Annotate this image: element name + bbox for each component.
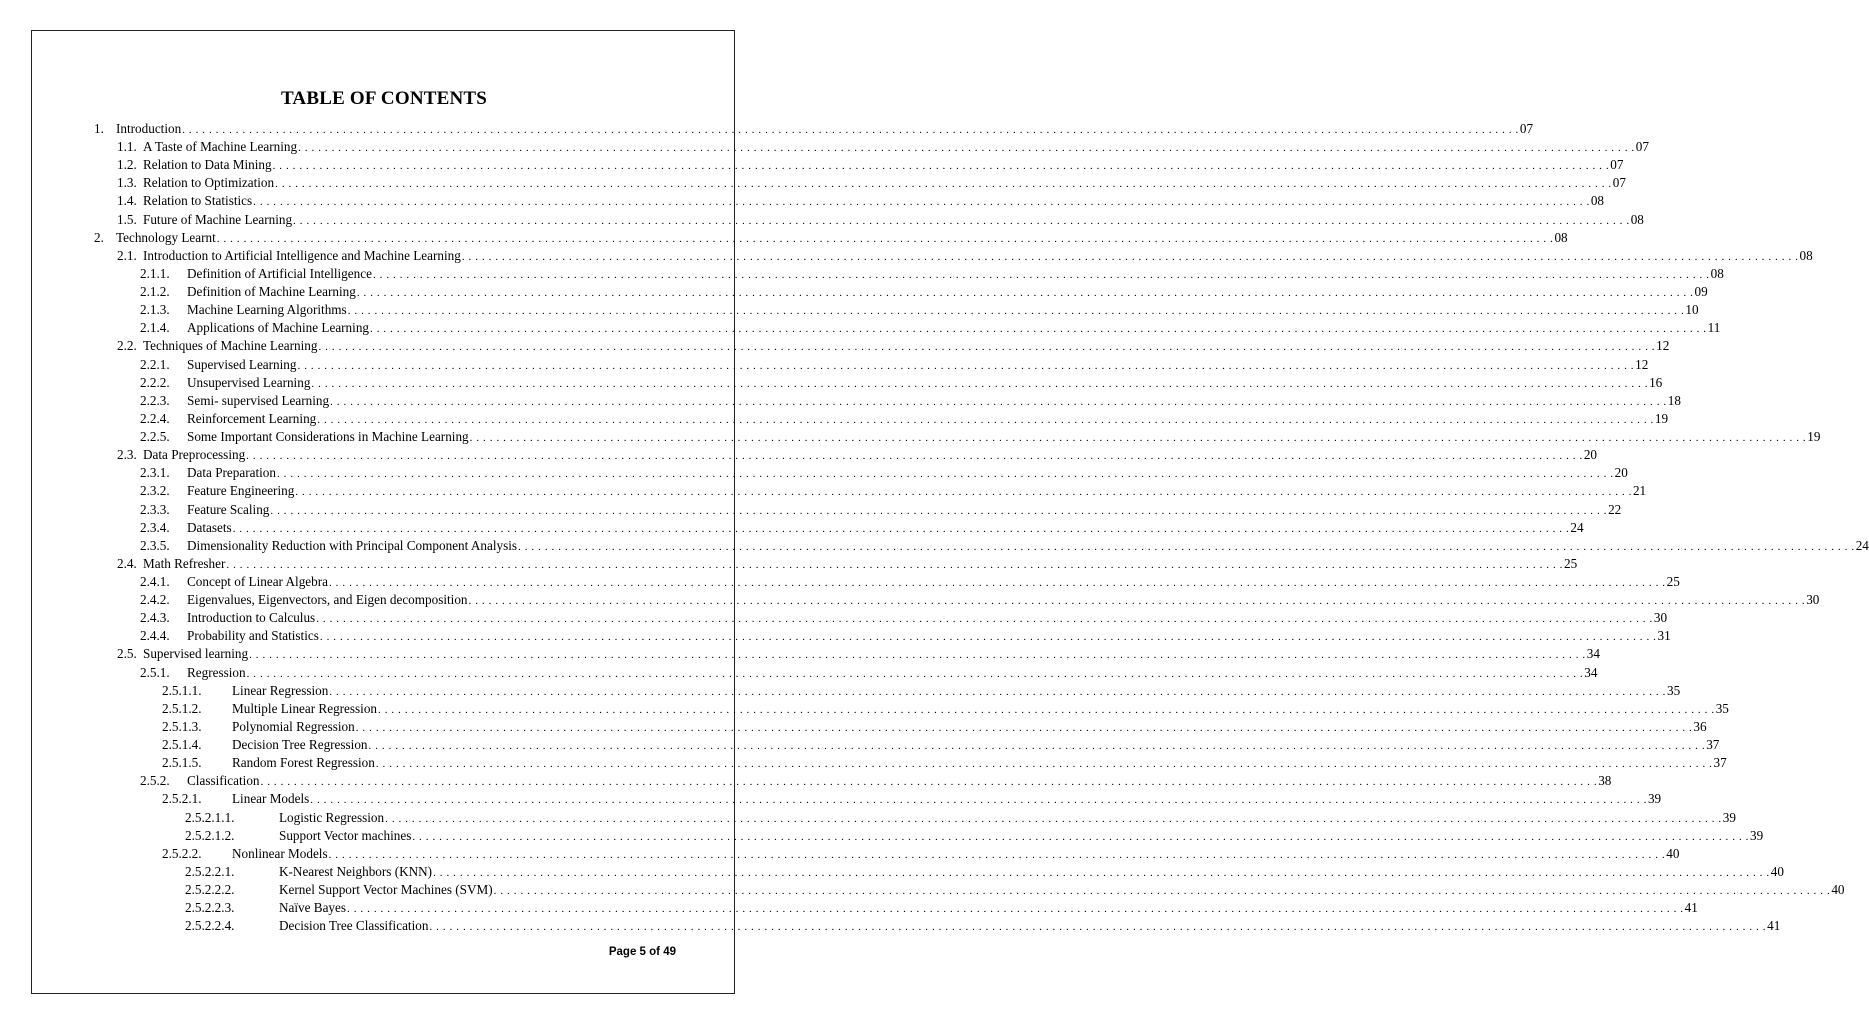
toc-dot-leader: . . . . . . . . . . . . . . . . . . . . . . . . . . . . . . . . . . . . . . . . . . . . . . . . . . . . . . . . . . . . . . . . . . . . . . . . . . . . . . . . . . . . . . . . . . . . . . . . . . . . . . . . . . . . . . . . . . . . . . . . . . . . . . . . . . . . . . . . . . . . . . . . . . . . . . . . . . . . . . . . . . . . . . . . . . . . . . . . . . . . . . . . . . . . . . . . . . . . . . . . — [318, 341, 1656, 354]
toc-entry-number: 2.5.2.2. — [162, 845, 202, 861]
toc-dot-leader: . . . . . . . . . . . . . . . . . . . . . . . . . . . . . . . . . . . . . . . . . . . . . . . . . . . . . . . . . . . . . . . . . . . . . . . . . . . . . . . . . . . . . . . . . . . . . . . . . . . . . . . . . . . . . . . . . . . . . . . . . . . . . . . . . . . . . . . . . . . . . . . . . . . . . . . . . . . . . . . . . . . . . . . . . . . . . . . . . . . . . . . . . . . . . . . . . . . . . . . . — [468, 595, 1806, 608]
toc-entry-line — [187, 482, 1647, 501]
toc-entry-page: 34 — [1586, 646, 1600, 662]
toc-entry-label: Techniques of Machine Learning — [143, 338, 318, 354]
toc-entry-label: A Taste of Machine Learning — [143, 139, 298, 155]
toc-dot-leader: . . . . . . . . . . . . . . . . . . . . . . . . . . . . . . . . . . . . . . . . . . . . . . . . . . . . . . . . . . . . . . . . . . . . . . . . . . . . . . . . . . . . . . . . . . . . . . . . . . . . . . . . . . . . . . . . . . . . . . . . . . . . . . . . . . . . . . . . . . . . . . . . . . . . . . . . . . . . . . . . . . . . . . . . . . . . . . . . . . . . . . . . . . . . . . . . . . . . . . . . — [433, 866, 1770, 879]
toc-dot-leader: . . . . . . . . . . . . . . . . . . . . . . . . . . . . . . . . . . . . . . . . . . . . . . . . . . . . . . . . . . . . . . . . . . . . . . . . . . . . . . . . . . . . . . . . . . . . . . . . . . . . . . . . . . . . . . . . . . . . . . . . . . . . . . . . . . . . . . . . . . . . . . . . . . . . . . . . . . . . . . . . . . . . . . . . . . . . . . . . . . . . . . . . . . . . . . . . . . . . . . . . — [311, 377, 1649, 390]
toc-entry-label: Regression — [187, 664, 246, 680]
toc-entry-number: 2.2.3. — [140, 392, 170, 408]
toc-entry-line — [187, 374, 1663, 393]
toc-entry — [0, 772, 1612, 790]
toc-entry-page: 25 — [1666, 574, 1680, 589]
toc-entry-page: 40 — [1666, 845, 1680, 861]
toc-entry — [0, 809, 1736, 827]
toc-entry — [0, 192, 1605, 210]
toc-entry-line — [232, 718, 1707, 737]
toc-entry — [0, 283, 1708, 301]
toc-entry-line — [143, 247, 1813, 266]
toc-entry-number: 2.5.1. — [140, 664, 170, 680]
toc-dot-leader: . . . . . . . . . . . . . . . . . . . . . . . . . . . . . . . . . . . . . . . . . . . . . . . . . . . . . . . . . . . . . . . . . . . . . . . . . . . . . . . . . . . . . . . . . . . . . . . . . . . . . . . . . . . . . . . . . . . . . . . . . . . . . . . . . . . . . . . . . . . . . . . . . . . . . . . . . . . . . . . . . . . . . . . . . . . . . . . . . . . . . . . . . . . . . . . . . . . . . . . . — [461, 250, 1799, 263]
toc-entry-label: Applications of Machine Learning — [187, 320, 370, 336]
toc-entry — [0, 555, 1578, 573]
toc-entry-page: 07 — [1519, 121, 1534, 136]
toc-entry-page: 20 — [1614, 465, 1628, 481]
toc-entry-number: 2.1.2. — [140, 284, 170, 300]
toc-entry-line — [187, 591, 1820, 610]
toc-entry — [0, 736, 1720, 754]
toc-entry-number: 2.5.1.2. — [162, 700, 202, 716]
toc-entry-label: Technology Learnt — [116, 229, 216, 245]
toc-entry-page: 08 — [1630, 211, 1644, 227]
toc-entry — [0, 501, 1622, 519]
toc-entry — [0, 482, 1647, 500]
toc-entry-line — [187, 319, 1721, 338]
toc-entry-label: Classification — [187, 773, 260, 789]
toc-dot-leader: . . . . . . . . . . . . . . . . . . . . . . . . . . . . . . . . . . . . . . . . . . . . . . . . . . . . . . . . . . . . . . . . . . . . . . . . . . . . . . . . . . . . . . . . . . . . . . . . . . . . . . . . . . . . . . . . . . . . . . . . . . . . . . . . . . . . . . . . . . . . . . . . . . . . . . . . . . . . . . . . . . . . . . . . . . . . . . . . . . . . . . . . . . . . . . . . . . . . . . . . — [182, 124, 1519, 136]
toc-entry-number: 2.5.2.2.2. — [185, 882, 235, 898]
toc-entry-page: 35 — [1666, 682, 1681, 698]
toc-entry-label: Linear Regression — [232, 682, 329, 698]
toc-entry-page: 30 — [1653, 610, 1668, 626]
toc-entry-number: 2.5.2.1.2. — [185, 827, 235, 843]
toc-entry-label: Kernel Support Vector Machines (SVM) — [279, 882, 493, 898]
toc-entry-page: 07 — [1610, 157, 1624, 173]
toc-entry — [0, 700, 1729, 718]
toc-entry-page: 35 — [1715, 700, 1729, 716]
toc-entry-label: Introduction — [116, 121, 182, 136]
toc-dot-leader: . . . . . . . . . . . . . . . . . . . . . . . . . . . . . . . . . . . . . . . . . . . . . . . . . . . . . . . . . . . . . . . . . . . . . . . . . . . . . . . . . . . . . . . . . . . . . . . . . . . . . . . . . . . . . . . . . . . . . . . . . . . . . . . . . . . . . . . . . . . . . . . . . . . . . . . . . . . . . . . . . . . . . . . . . . . . . . . . . . . . . . . . . . . . . . . . . . . . . . . . — [412, 830, 1749, 843]
toc-entry-line — [143, 138, 1649, 157]
toc-entry — [0, 120, 1534, 138]
toc-entry-label: Dimensionality Reduction with Principal Component Analysis — [187, 537, 518, 553]
toc-entry-line — [232, 682, 1681, 701]
toc-entry-label: Supervised learning — [143, 646, 249, 662]
toc-entry — [0, 537, 1869, 555]
toc-dot-leader: . . . . . . . . . . . . . . . . . . . . . . . . . . . . . . . . . . . . . . . . . . . . . . . . . . . . . . . . . . . . . . . . . . . . . . . . . . . . . . . . . . . . . . . . . . . . . . . . . . . . . . . . . . . . . . . . . . . . . . . . . . . . . . . . . . . . . . . . . . . . . . . . . . . . . . . . . . . . . . . . . . . . . . . . . . . . . . . . . . . . . . . . . . . . . . . . . . . . . . . . — [246, 450, 1583, 463]
toc-entry-page: 25 — [1564, 555, 1578, 571]
toc-entry-label: Some Important Considerations in Machine Learning — [187, 429, 469, 445]
toc-entry — [0, 591, 1820, 609]
toc-entry-label: Datasets — [187, 519, 232, 535]
toc-entry-page: 36 — [1693, 718, 1707, 734]
toc-entry-page: 21 — [1632, 483, 1647, 499]
toc-entry-line — [187, 410, 1669, 429]
toc-entry — [0, 446, 1598, 464]
toc-entry-label: Reinforcement Learning — [187, 410, 317, 426]
toc-entry-page: 07 — [1612, 175, 1626, 191]
toc-entry-page: 22 — [1608, 501, 1622, 517]
toc-entry-number: 2.2.5. — [140, 429, 170, 445]
toc-entry-page: 08 — [1710, 265, 1724, 281]
toc-entry-label: Definition of Artificial Intelligence — [187, 265, 372, 281]
footer-separator: of — [645, 946, 664, 958]
toc-dot-leader: . . . . . . . . . . . . . . . . . . . . . . . . . . . . . . . . . . . . . . . . . . . . . . . . . . . . . . . . . . . . . . . . . . . . . . . . . . . . . . . . . . . . . . . . . . . . . . . . . . . . . . . . . . . . . . . . . . . . . . . . . . . . . . . . . . . . . . . . . . . . . . . . . . . . . . . . . . . . . . . . . . . . . . . . . . . . . . . . . . . . . . . . . . . . . . . . . . . . . . . . — [316, 613, 1653, 626]
toc-dot-leader: . . . . . . . . . . . . . . . . . . . . . . . . . . . . . . . . . . . . . . . . . . . . . . . . . . . . . . . . . . . . . . . . . . . . . . . . . . . . . . . . . . . . . . . . . . . . . . . . . . . . . . . . . . . . . . . . . . . . . . . . . . . . . . . . . . . . . . . . . . . . . . . . . . . . . . . . . . . . . . . . . . . . . . . . . . . . . . . . . . . . . . . . . . . . . . . . . . . . . . . . — [328, 577, 1666, 589]
toc-entry-page: 24 — [1855, 537, 1869, 553]
toc-entry — [0, 428, 1821, 446]
toc-entry-label: Semi- supervised Learning — [187, 392, 330, 408]
toc-entry — [0, 827, 1764, 845]
toc-entry-page: 10 — [1685, 302, 1699, 318]
toc-dot-leader: . . . . . . . . . . . . . . . . . . . . . . . . . . . . . . . . . . . . . . . . . . . . . . . . . . . . . . . . . . . . . . . . . . . . . . . . . . . . . . . . . . . . . . . . . . . . . . . . . . . . . . . . . . . . . . . . . . . . . . . . . . . . . . . . . . . . . . . . . . . . . . . . . . . . . . . . . . . . . . . . . . . . . . . . . . . . . . . . . . . . . . . . . . . . . . . . . . . . . . . . — [429, 921, 1767, 934]
toc-dot-leader: . . . . . . . . . . . . . . . . . . . . . . . . . . . . . . . . . . . . . . . . . . . . . . . . . . . . . . . . . . . . . . . . . . . . . . . . . . . . . . . . . . . . . . . . . . . . . . . . . . . . . . . . . . . . . . . . . . . . . . . . . . . . . . . . . . . . . . . . . . . . . . . . . . . . . . . . . . . . . . . . . . . . . . . . . . . . . . . . . . . . . . . . . . . . . . . . . . . . . . . . — [347, 903, 1684, 916]
toc-entry-line — [232, 754, 1727, 773]
toc-entry-line — [143, 192, 1605, 211]
toc-dot-leader: . . . . . . . . . . . . . . . . . . . . . . . . . . . . . . . . . . . . . . . . . . . . . . . . . . . . . . . . . . . . . . . . . . . . . . . . . . . . . . . . . . . . . . . . . . . . . . . . . . . . . . . . . . . . . . . . . . . . . . . . . . . . . . . . . . . . . . . . . . . . . . . . . . . . . . . . . . . . . . . . . . . . . . . . . . . . . . . . . . . . . . . . . . . . . . . . . . . . . . . . — [232, 522, 1570, 535]
toc-entry-page: 12 — [1656, 338, 1670, 354]
toc-entry-label: Introduction to Artificial Intelligence and Machine Learning — [143, 247, 461, 263]
toc-entry-number: 2.5.1.1. — [162, 682, 202, 698]
toc-entry-page: 37 — [1706, 737, 1720, 753]
toc-entry-label: Concept of Linear Algebra — [187, 574, 328, 589]
toc-dot-leader: . . . . . . . . . . . . . . . . . . . . . . . . . . . . . . . . . . . . . . . . . . . . . . . . . . . . . . . . . . . . . . . . . . . . . . . . . . . . . . . . . . . . . . . . . . . . . . . . . . . . . . . . . . . . . . . . . . . . . . . . . . . . . . . . . . . . . . . . . . . . . . . . . . . . . . . . . . . . . . . . . . . . . . . . . . . . . . . . . . . . . . . . . . . . . . . . . . . . . . . . — [330, 395, 1667, 408]
toc-entry-page: 39 — [1647, 791, 1662, 807]
toc-entry-page: 31 — [1657, 628, 1671, 644]
toc-entry-page: 39 — [1722, 809, 1736, 825]
toc-entry-number: 2.3.2. — [140, 483, 170, 499]
toc-entry — [0, 211, 1644, 229]
toc-entry-number: 2.2. — [117, 338, 137, 354]
toc-entry-line — [279, 809, 1736, 828]
toc-entry-label: Decision Tree Regression — [232, 737, 368, 753]
toc-entry-line — [143, 174, 1626, 193]
toc-entry — [0, 573, 1680, 591]
toc-dot-leader: . . . . . . . . . . . . . . . . . . . . . . . . . . . . . . . . . . . . . . . . . . . . . . . . . . . . . . . . . . . . . . . . . . . . . . . . . . . . . . . . . . . . . . . . . . . . . . . . . . . . . . . . . . . . . . . . . . . . . . . . . . . . . . . . . . . . . . . . . . . . . . . . . . . . . . . . . . . . . . . . . . . . . . . . . . . . . . . . . . . . . . . . . . . . . . . . . . . . . . . . — [469, 432, 1807, 445]
toc-entry-label: Feature Engineering — [187, 483, 295, 499]
footer-prefix: Page — [608, 946, 640, 958]
toc-entry-line — [187, 609, 1668, 628]
toc-entry-line — [187, 501, 1622, 520]
toc-dot-leader: . . . . . . . . . . . . . . . . . . . . . . . . . . . . . . . . . . . . . . . . . . . . . . . . . . . . . . . . . . . . . . . . . . . . . . . . . . . . . . . . . . . . . . . . . . . . . . . . . . . . . . . . . . . . . . . . . . . . . . . . . . . . . . . . . . . . . . . . . . . . . . . . . . . . . . . . . . . . . . . . . . . . . . . . . . . . . . . . . . . . . . . . . . . . . . . . . . . . . . . . — [297, 359, 1635, 372]
toc-entry — [0, 174, 1626, 192]
toc-entry-page: 34 — [1584, 664, 1598, 680]
toc-entry-line — [143, 645, 1600, 664]
toc-dot-leader: . . . . . . . . . . . . . . . . . . . . . . . . . . . . . . . . . . . . . . . . . . . . . . . . . . . . . . . . . . . . . . . . . . . . . . . . . . . . . . . . . . . . . . . . . . . . . . . . . . . . . . . . . . . . . . . . . . . . . . . . . . . . . . . . . . . . . . . . . . . . . . . . . . . . . . . . . . . . . . . . . . . . . . . . . . . . . . . . . . . . . . . . . . . . . . . . . . . . . . . . — [319, 631, 1657, 644]
toc-entry — [0, 229, 1568, 247]
toc-entry-number: 2.1.4. — [140, 320, 170, 336]
toc-entry-line — [187, 627, 1671, 646]
toc-entry-line — [232, 845, 1680, 864]
toc-entry-number: 2.5.1.3. — [162, 718, 202, 734]
toc-entry-page: 12 — [1635, 356, 1649, 372]
toc-entry-number: 2.4. — [117, 555, 137, 571]
toc-entry — [0, 319, 1721, 337]
toc-entry — [0, 301, 1699, 319]
toc-entry-number: 2.1.3. — [140, 302, 170, 318]
toc-entry-number: 2.5.2.2.1. — [185, 863, 235, 879]
toc-entry-label: Random Forest Regression — [232, 755, 375, 771]
toc-entry — [0, 374, 1663, 392]
toc-entry-label: Introduction to Calculus — [187, 610, 316, 626]
toc-dot-leader: . . . . . . . . . . . . . . . . . . . . . . . . . . . . . . . . . . . . . . . . . . . . . . . . . . . . . . . . . . . . . . . . . . . . . . . . . . . . . . . . . . . . . . . . . . . . . . . . . . . . . . . . . . . . . . . . . . . . . . . . . . . . . . . . . . . . . . . . . . . . . . . . . . . . . . . . . . . . . . . . . . . . . . . . . . . . . . . . . . . . . . . . . . . . . . . . . . . . . . . . — [253, 196, 1590, 209]
toc-entry-page: 40 — [1831, 882, 1845, 898]
toc-dot-leader: . . . . . . . . . . . . . . . . . . . . . . . . . . . . . . . . . . . . . . . . . . . . . . . . . . . . . . . . . . . . . . . . . . . . . . . . . . . . . . . . . . . . . . . . . . . . . . . . . . . . . . . . . . . . . . . . . . . . . . . . . . . . . . . . . . . . . . . . . . . . . . . . . . . . . . . . . . . . . . . . . . . . . . . . . . . . . . . . . . . . . . . . . . . . . . . . . . . . . . . . — [518, 540, 1855, 553]
toc-entry-number: 1.2. — [117, 157, 137, 173]
toc-entry-label: Polynomial Regression — [232, 718, 355, 734]
toc-entry — [0, 410, 1669, 428]
toc-entry-number: 1.5. — [117, 211, 137, 227]
toc-entry-number: 2.5. — [117, 646, 137, 662]
toc-entry-number: 2.4.2. — [140, 592, 170, 608]
toc-entry-number: 2.3.3. — [140, 501, 170, 517]
toc-entry-number: 2.5.2.1. — [162, 791, 202, 807]
toc-entry-number: 2.5.2.1.1. — [185, 809, 235, 825]
toc-entry — [0, 337, 1670, 355]
toc-entry-number: 2.5.1.5. — [162, 755, 202, 771]
toc-dot-leader: . . . . . . . . . . . . . . . . . . . . . . . . . . . . . . . . . . . . . . . . . . . . . . . . . . . . . . . . . . . . . . . . . . . . . . . . . . . . . . . . . . . . . . . . . . . . . . . . . . . . . . . . . . . . . . . . . . . . . . . . . . . . . . . . . . . . . . . . . . . . . . . . . . . . . . . . . . . . . . . . . . . . . . . . . . . . . . . . . . . . . . . . . . . . . . . . . . . . . . . . — [249, 649, 1586, 662]
toc-entry-line — [187, 519, 1584, 538]
toc-dot-leader: . . . . . . . . . . . . . . . . . . . . . . . . . . . . . . . . . . . . . . . . . . . . . . . . . . . . . . . . . . . . . . . . . . . . . . . . . . . . . . . . . . . . . . . . . . . . . . . . . . . . . . . . . . . . . . . . . . . . . . . . . . . . . . . . . . . . . . . . . . . . . . . . . . . . . . . . . . . . . . . . . . . . . . . . . . . . . . . . . . . . . . . . . . . . . . . . . . . . . . . . — [298, 142, 1635, 155]
toc-entry — [0, 645, 1600, 663]
toc-dot-leader: . . . . . . . . . . . . . . . . . . . . . . . . . . . . . . . . . . . . . . . . . . . . . . . . . . . . . . . . . . . . . . . . . . . . . . . . . . . . . . . . . . . . . . . . . . . . . . . . . . . . . . . . . . . . . . . . . . . . . . . . . . . . . . . . . . . . . . . . . . . . . . . . . . . . . . . . . . . . . . . . . . . . . . . . . . . . . . . . . . . . . . . . . . . . . . . . . . . . . . . . — [375, 758, 1713, 771]
toc-entry — [0, 881, 1845, 899]
toc-entry-line — [232, 736, 1720, 755]
toc-entry-number: 1.3. — [117, 175, 137, 191]
toc-entry-line — [279, 917, 1781, 936]
toc-entry-page: 08 — [1799, 247, 1813, 263]
toc-entry-number: 2.3.4. — [140, 519, 170, 535]
toc-dot-leader: . . . . . . . . . . . . . . . . . . . . . . . . . . . . . . . . . . . . . . . . . . . . . . . . . . . . . . . . . . . . . . . . . . . . . . . . . . . . . . . . . . . . . . . . . . . . . . . . . . . . . . . . . . . . . . . . . . . . . . . . . . . . . . . . . . . . . . . . . . . . . . . . . . . . . . . . . . . . . . . . . . . . . . . . . . . . . . . . . . . . . . . . . . . . . . . . . . . . . . . . — [317, 413, 1654, 426]
toc-entry-number: 2.3.1. — [140, 465, 170, 481]
toc-title: TABLE OF CONTENTS — [280, 88, 488, 109]
toc-dot-leader: . . . . . . . . . . . . . . . . . . . . . . . . . . . . . . . . . . . . . . . . . . . . . . . . . . . . . . . . . . . . . . . . . . . . . . . . . . . . . . . . . . . . . . . . . . . . . . . . . . . . . . . . . . . . . . . . . . . . . . . . . . . . . . . . . . . . . . . . . . . . . . . . . . . . . . . . . . . . . . . . . . . . . . . . . . . . . . . . . . . . . . . . . . . . . . . . . . . . . . . . — [372, 268, 1710, 281]
toc-entry-line — [143, 211, 1644, 230]
toc-dot-leader: . . . . . . . . . . . . . . . . . . . . . . . . . . . . . . . . . . . . . . . . . . . . . . . . . . . . . . . . . . . . . . . . . . . . . . . . . . . . . . . . . . . . . . . . . . . . . . . . . . . . . . . . . . . . . . . . . . . . . . . . . . . . . . . . . . . . . . . . . . . . . . . . . . . . . . . . . . . . . . . . . . . . . . . . . . . . . . . . . . . . . . . . . . . . . . . . . . . . . . . . — [272, 160, 1610, 173]
toc-entry-line — [279, 881, 1845, 900]
toc-entry-line — [187, 664, 1598, 683]
toc-dot-leader: . . . . . . . . . . . . . . . . . . . . . . . . . . . . . . . . . . . . . . . . . . . . . . . . . . . . . . . . . . . . . . . . . . . . . . . . . . . . . . . . . . . . . . . . . . . . . . . . . . . . . . . . . . . . . . . . . . . . . . . . . . . . . . . . . . . . . . . . . . . . . . . . . . . . . . . . . . . . . . . . . . . . . . . . . . . . . . . . . . . . . . . . . . . . . . . . . . . . . . . . — [329, 685, 1666, 698]
toc-dot-leader: . . . . . . . . . . . . . . . . . . . . . . . . . . . . . . . . . . . . . . . . . . . . . . . . . . . . . . . . . . . . . . . . . . . . . . . . . . . . . . . . . . . . . . . . . . . . . . . . . . . . . . . . . . . . . . . . . . . . . . . . . . . . . . . . . . . . . . . . . . . . . . . . . . . . . . . . . . . . . . . . . . . . . . . . . . . . . . . . . . . . . . . . . . . . . . . . . . . . . . . . — [370, 323, 1707, 336]
toc-entry-number: 2. — [94, 229, 104, 245]
toc-entry — [0, 356, 1649, 374]
toc-entry — [0, 899, 1698, 917]
toc-entry-line — [187, 464, 1628, 483]
toc-entry-page: 24 — [1570, 519, 1584, 535]
toc-entry-page: 08 — [1554, 229, 1568, 245]
toc-dot-leader: . . . . . . . . . . . . . . . . . . . . . . . . . . . . . . . . . . . . . . . . . . . . . . . . . . . . . . . . . . . . . . . . . . . . . . . . . . . . . . . . . . . . . . . . . . . . . . . . . . . . . . . . . . . . . . . . . . . . . . . . . . . . . . . . . . . . . . . . . . . . . . . . . . . . . . . . . . . . . . . . . . . . . . . . . . . . . . . . . . . . . . . . . . . . . . . . . . . . . . . . — [356, 287, 1694, 300]
toc-entry-line — [279, 827, 1764, 846]
toc-entry-label: Math Refresher — [143, 555, 226, 571]
toc-entry-line — [116, 120, 1534, 139]
toc-entry-line — [187, 265, 1724, 284]
toc-entry-number: 2.5.2. — [140, 773, 170, 789]
toc-dot-leader: . . . . . . . . . . . . . . . . . . . . . . . . . . . . . . . . . . . . . . . . . . . . . . . . . . . . . . . . . . . . . . . . . . . . . . . . . . . . . . . . . . . . . . . . . . . . . . . . . . . . . . . . . . . . . . . . . . . . . . . . . . . . . . . . . . . . . . . . . . . . . . . . . . . . . . . . . . . . . . . . . . . . . . . . . . . . . . . . . . . . . . . . . . . . . . . . . . . . . . . . — [293, 214, 1630, 227]
toc-entry — [0, 138, 1649, 156]
toc-dot-leader: . . . . . . . . . . . . . . . . . . . . . . . . . . . . . . . . . . . . . . . . . . . . . . . . . . . . . . . . . . . . . . . . . . . . . . . . . . . . . . . . . . . . . . . . . . . . . . . . . . . . . . . . . . . . . . . . . . . . . . . . . . . . . . . . . . . . . . . . . . . . . . . . . . . . . . . . . . . . . . . . . . . . . . . . . . . . . . . . . . . . . . . . . . . . . . . . . . . . . . . . — [276, 468, 1614, 481]
toc-dot-leader: . . . . . . . . . . . . . . . . . . . . . . . . . . . . . . . . . . . . . . . . . . . . . . . . . . . . . . . . . . . . . . . . . . . . . . . . . . . . . . . . . . . . . . . . . . . . . . . . . . . . . . . . . . . . . . . . . . . . . . . . . . . . . . . . . . . . . . . . . . . . . . . . . . . . . . . . . . . . . . . . . . . . . . . . . . . . . . . . . . . . . . . . . . . . . . . . . . . . . . . . — [328, 848, 1666, 861]
toc-entry-number: 2.2.4. — [140, 410, 170, 426]
toc-dot-leader: . . . . . . . . . . . . . . . . . . . . . . . . . . . . . . . . . . . . . . . . . . . . . . . . . . . . . . . . . . . . . . . . . . . . . . . . . . . . . . . . . . . . . . . . . . . . . . . . . . . . . . . . . . . . . . . . . . . . . . . . . . . . . . . . . . . . . . . . . . . . . . . . . . . . . . . . . . . . . . . . . . . . . . . . . . . . . . . . . . . . . . . . . . . . . . . . . . . . . . . . — [260, 776, 1598, 789]
toc-entry-label: Relation to Statistics — [143, 193, 253, 209]
page-footer — [609, 946, 676, 958]
toc-entry — [0, 790, 1662, 808]
toc-entry-number: 2.2.2. — [140, 374, 170, 390]
toc-entry — [0, 519, 1584, 537]
toc-dot-leader: . . . . . . . . . . . . . . . . . . . . . . . . . . . . . . . . . . . . . . . . . . . . . . . . . . . . . . . . . . . . . . . . . . . . . . . . . . . . . . . . . . . . . . . . . . . . . . . . . . . . . . . . . . . . . . . . . . . . . . . . . . . . . . . . . . . . . . . . . . . . . . . . . . . . . . . . . . . . . . . . . . . . . . . . . . . . . . . . . . . . . . . . . . . . . . . . . . . . . . . . — [226, 558, 1564, 571]
toc-entry-number: 2.1. — [117, 247, 137, 263]
toc-entry-number: 2.2.1. — [140, 356, 170, 372]
toc-entry — [0, 718, 1707, 736]
toc-entry — [0, 464, 1628, 482]
toc-entry-page: 20 — [1583, 447, 1598, 463]
toc-entry-number: 2.3. — [117, 447, 137, 463]
toc-entry — [0, 247, 1813, 265]
toc-entry-page: 11 — [1707, 320, 1721, 336]
toc-entry-line — [232, 790, 1662, 809]
toc-dot-leader: . . . . . . . . . . . . . . . . . . . . . . . . . . . . . . . . . . . . . . . . . . . . . . . . . . . . . . . . . . . . . . . . . . . . . . . . . . . . . . . . . . . . . . . . . . . . . . . . . . . . . . . . . . . . . . . . . . . . . . . . . . . . . . . . . . . . . . . . . . . . . . . . . . . . . . . . . . . . . . . . . . . . . . . . . . . . . . . . . . . . . . . . . . . . . . . . . . . . . . . . — [310, 794, 1647, 807]
toc-entry — [0, 265, 1724, 283]
toc-entry — [0, 392, 1681, 410]
toc-dot-leader: . . . . . . . . . . . . . . . . . . . . . . . . . . . . . . . . . . . . . . . . . . . . . . . . . . . . . . . . . . . . . . . . . . . . . . . . . . . . . . . . . . . . . . . . . . . . . . . . . . . . . . . . . . . . . . . . . . . . . . . . . . . . . . . . . . . . . . . . . . . . . . . . . . . . . . . . . . . . . . . . . . . . . . . . . . . . . . . . . . . . . . . . . . . . . . . . . . . . . . . . — [355, 721, 1693, 734]
toc-dot-leader: . . . . . . . . . . . . . . . . . . . . . . . . . . . . . . . . . . . . . . . . . . . . . . . . . . . . . . . . . . . . . . . . . . . . . . . . . . . . . . . . . . . . . . . . . . . . . . . . . . . . . . . . . . . . . . . . . . . . . . . . . . . . . . . . . . . . . . . . . . . . . . . . . . . . . . . . . . . . . . . . . . . . . . . . . . . . . . . . . . . . . . . . . . . . . . . . . . . . . . . . — [378, 703, 1715, 716]
toc-entry-number: 1.1. — [117, 139, 137, 155]
toc-entry-label: Data Preprocessing — [143, 447, 246, 463]
toc-entry — [0, 845, 1680, 863]
toc-entry-label: Logistic Regression — [279, 809, 385, 825]
toc-entry-page: 08 — [1590, 193, 1605, 209]
toc-entry — [0, 863, 1784, 881]
toc-entry-page: 40 — [1770, 863, 1784, 879]
toc-entry-line — [279, 863, 1784, 882]
toc-dot-leader: . . . . . . . . . . . . . . . . . . . . . . . . . . . . . . . . . . . . . . . . . . . . . . . . . . . . . . . . . . . . . . . . . . . . . . . . . . . . . . . . . . . . . . . . . . . . . . . . . . . . . . . . . . . . . . . . . . . . . . . . . . . . . . . . . . . . . . . . . . . . . . . . . . . . . . . . . . . . . . . . . . . . . . . . . . . . . . . . . . . . . . . . . . . . . . . . . . . . . . . . — [246, 667, 1584, 680]
toc-entry-label: Multiple Linear Regression — [232, 700, 378, 716]
toc-entry-line — [187, 356, 1649, 375]
toc-entry-number: 2.4.4. — [140, 628, 170, 644]
toc-entry-line — [232, 700, 1729, 719]
toc-entry-page: 37 — [1713, 755, 1727, 771]
toc-dot-leader: . . . . . . . . . . . . . . . . . . . . . . . . . . . . . . . . . . . . . . . . . . . . . . . . . . . . . . . . . . . . . . . . . . . . . . . . . . . . . . . . . . . . . . . . . . . . . . . . . . . . . . . . . . . . . . . . . . . . . . . . . . . . . . . . . . . . . . . . . . . . . . . . . . . . . . . . . . . . . . . . . . . . . . . . . . . . . . . . . . . . . . . . . . . . . . . . . . . . . . . . — [385, 812, 1722, 825]
toc-entry-label: Support Vector machines — [279, 827, 412, 843]
toc-entry-number: 2.1.1. — [140, 265, 170, 281]
toc-dot-leader: . . . . . . . . . . . . . . . . . . . . . . . . . . . . . . . . . . . . . . . . . . . . . . . . . . . . . . . . . . . . . . . . . . . . . . . . . . . . . . . . . . . . . . . . . . . . . . . . . . . . . . . . . . . . . . . . . . . . . . . . . . . . . . . . . . . . . . . . . . . . . . . . . . . . . . . . . . . . . . . . . . . . . . . . . . . . . . . . . . . . . . . . . . . . . . . . . . . . . . . . — [216, 232, 1554, 245]
toc-entry-label: Unsupervised Learning — [187, 374, 311, 390]
toc-entry-label: Nonlinear Models — [232, 845, 328, 861]
toc-entry-line — [187, 573, 1680, 592]
toc-entry-page: 18 — [1667, 392, 1681, 408]
toc-entry-page: 09 — [1694, 284, 1708, 300]
toc-entry-label: Decision Tree Classification — [279, 918, 429, 934]
toc-entry-line — [187, 392, 1681, 411]
toc-entry-page: 41 — [1684, 900, 1698, 916]
toc-entry-label: Feature Scaling — [187, 501, 270, 517]
toc-entry-line — [279, 899, 1698, 918]
toc-entry-page: 39 — [1750, 827, 1764, 843]
toc-entry-number: 1. — [94, 121, 104, 136]
toc-entry-page: 19 — [1654, 410, 1669, 426]
toc-entry — [0, 917, 1781, 935]
toc-dot-leader: . . . . . . . . . . . . . . . . . . . . . . . . . . . . . . . . . . . . . . . . . . . . . . . . . . . . . . . . . . . . . . . . . . . . . . . . . . . . . . . . . . . . . . . . . . . . . . . . . . . . . . . . . . . . . . . . . . . . . . . . . . . . . . . . . . . . . . . . . . . . . . . . . . . . . . . . . . . . . . . . . . . . . . . . . . . . . . . . . . . . . . . . . . . . . . . . . . . . . . . . — [295, 486, 1632, 499]
toc-entry — [0, 609, 1668, 627]
toc-entry-number: 1.4. — [117, 193, 137, 209]
toc-entry-line — [116, 229, 1568, 248]
toc-entry-line — [187, 772, 1612, 791]
toc-entry-number: 2.5.2.2.4. — [185, 918, 235, 934]
toc-entry — [0, 627, 1671, 645]
toc-entry-number: 2.4.3. — [140, 610, 170, 626]
toc-entry-label: Naïve Bayes — [279, 900, 347, 916]
toc-entry-label: Probability and Statistics — [187, 628, 319, 644]
toc-entry — [0, 664, 1598, 682]
toc-dot-leader: . . . . . . . . . . . . . . . . . . . . . . . . . . . . . . . . . . . . . . . . . . . . . . . . . . . . . . . . . . . . . . . . . . . . . . . . . . . . . . . . . . . . . . . . . . . . . . . . . . . . . . . . . . . . . . . . . . . . . . . . . . . . . . . . . . . . . . . . . . . . . . . . . . . . . . . . . . . . . . . . . . . . . . . . . . . . . . . . . . . . . . . . . . . . . . . . . . . . . . . . — [275, 178, 1612, 191]
toc-entry-line — [143, 156, 1624, 175]
toc-entry-line — [143, 446, 1598, 465]
toc-dot-leader: . . . . . . . . . . . . . . . . . . . . . . . . . . . . . . . . . . . . . . . . . . . . . . . . . . . . . . . . . . . . . . . . . . . . . . . . . . . . . . . . . . . . . . . . . . . . . . . . . . . . . . . . . . . . . . . . . . . . . . . . . . . . . . . . . . . . . . . . . . . . . . . . . . . . . . . . . . . . . . . . . . . . . . . . . . . . . . . . . . . . . . . . . . . . . . . . . . . . . . . . — [493, 885, 1831, 898]
toc-entry-page: 19 — [1807, 429, 1821, 445]
toc-entry-line — [143, 337, 1670, 356]
footer-total-pages: 49 — [663, 946, 676, 958]
toc-dot-leader: . . . . . . . . . . . . . . . . . . . . . . . . . . . . . . . . . . . . . . . . . . . . . . . . . . . . . . . . . . . . . . . . . . . . . . . . . . . . . . . . . . . . . . . . . . . . . . . . . . . . . . . . . . . . . . . . . . . . . . . . . . . . . . . . . . . . . . . . . . . . . . . . . . . . . . . . . . . . . . . . . . . . . . . . . . . . . . . . . . . . . . . . . . . . . . . . . . . . . . . . — [347, 305, 1685, 318]
toc-entry-page: 07 — [1635, 139, 1649, 155]
toc-entry-label: Machine Learning Algorithms — [187, 302, 347, 318]
toc-entry — [0, 156, 1624, 174]
toc-entry-page: 30 — [1806, 592, 1820, 608]
toc-entry-label: Relation to Data Mining — [143, 157, 272, 173]
footer-current-page: 5 — [639, 946, 646, 958]
toc-entry-number: 2.5.1.4. — [162, 737, 202, 753]
toc-entry-label: Relation to Optimization — [143, 175, 275, 191]
toc-entry-label: Data Preparation — [187, 465, 276, 481]
toc-entry-number: 2.5.2.2.3. — [185, 900, 235, 916]
toc-entry-page: 38 — [1598, 773, 1612, 789]
toc-entry-line — [187, 537, 1869, 556]
toc-entry-label: Linear Models — [232, 791, 310, 807]
toc-entry-page: 41 — [1767, 918, 1781, 934]
toc-entry-number: 2.4.1. — [140, 574, 170, 589]
toc-entry-line — [187, 428, 1821, 447]
toc-entry-label: Eigenvalues, Eigenvectors, and Eigen decomposition — [187, 592, 468, 608]
toc-entry-label: K-Nearest Neighbors (KNN) — [279, 863, 433, 879]
toc-entry-label: Future of Machine Learning — [143, 211, 293, 227]
toc-entry-line — [187, 283, 1708, 302]
toc-entry-label: Definition of Machine Learning — [187, 284, 356, 300]
toc-entry-page: 16 — [1649, 374, 1663, 390]
toc-entry-line — [187, 301, 1699, 320]
toc-entry-line — [143, 555, 1578, 574]
toc-dot-leader: . . . . . . . . . . . . . . . . . . . . . . . . . . . . . . . . . . . . . . . . . . . . . . . . . . . . . . . . . . . . . . . . . . . . . . . . . . . . . . . . . . . . . . . . . . . . . . . . . . . . . . . . . . . . . . . . . . . . . . . . . . . . . . . . . . . . . . . . . . . . . . . . . . . . . . . . . . . . . . . . . . . . . . . . . . . . . . . . . . . . . . . . . . . . . . . . . . . . . . . . — [270, 504, 1608, 517]
toc-entry — [0, 682, 1681, 700]
toc-dot-leader: . . . . . . . . . . . . . . . . . . . . . . . . . . . . . . . . . . . . . . . . . . . . . . . . . . . . . . . . . . . . . . . . . . . . . . . . . . . . . . . . . . . . . . . . . . . . . . . . . . . . . . . . . . . . . . . . . . . . . . . . . . . . . . . . . . . . . . . . . . . . . . . . . . . . . . . . . . . . . . . . . . . . . . . . . . . . . . . . . . . . . . . . . . . . . . . . . . . . . . . . — [368, 740, 1706, 753]
toc-entry-number: 2.3.5. — [140, 537, 170, 553]
toc-entry-label: Supervised Learning — [187, 356, 297, 372]
toc-entry — [0, 754, 1727, 772]
